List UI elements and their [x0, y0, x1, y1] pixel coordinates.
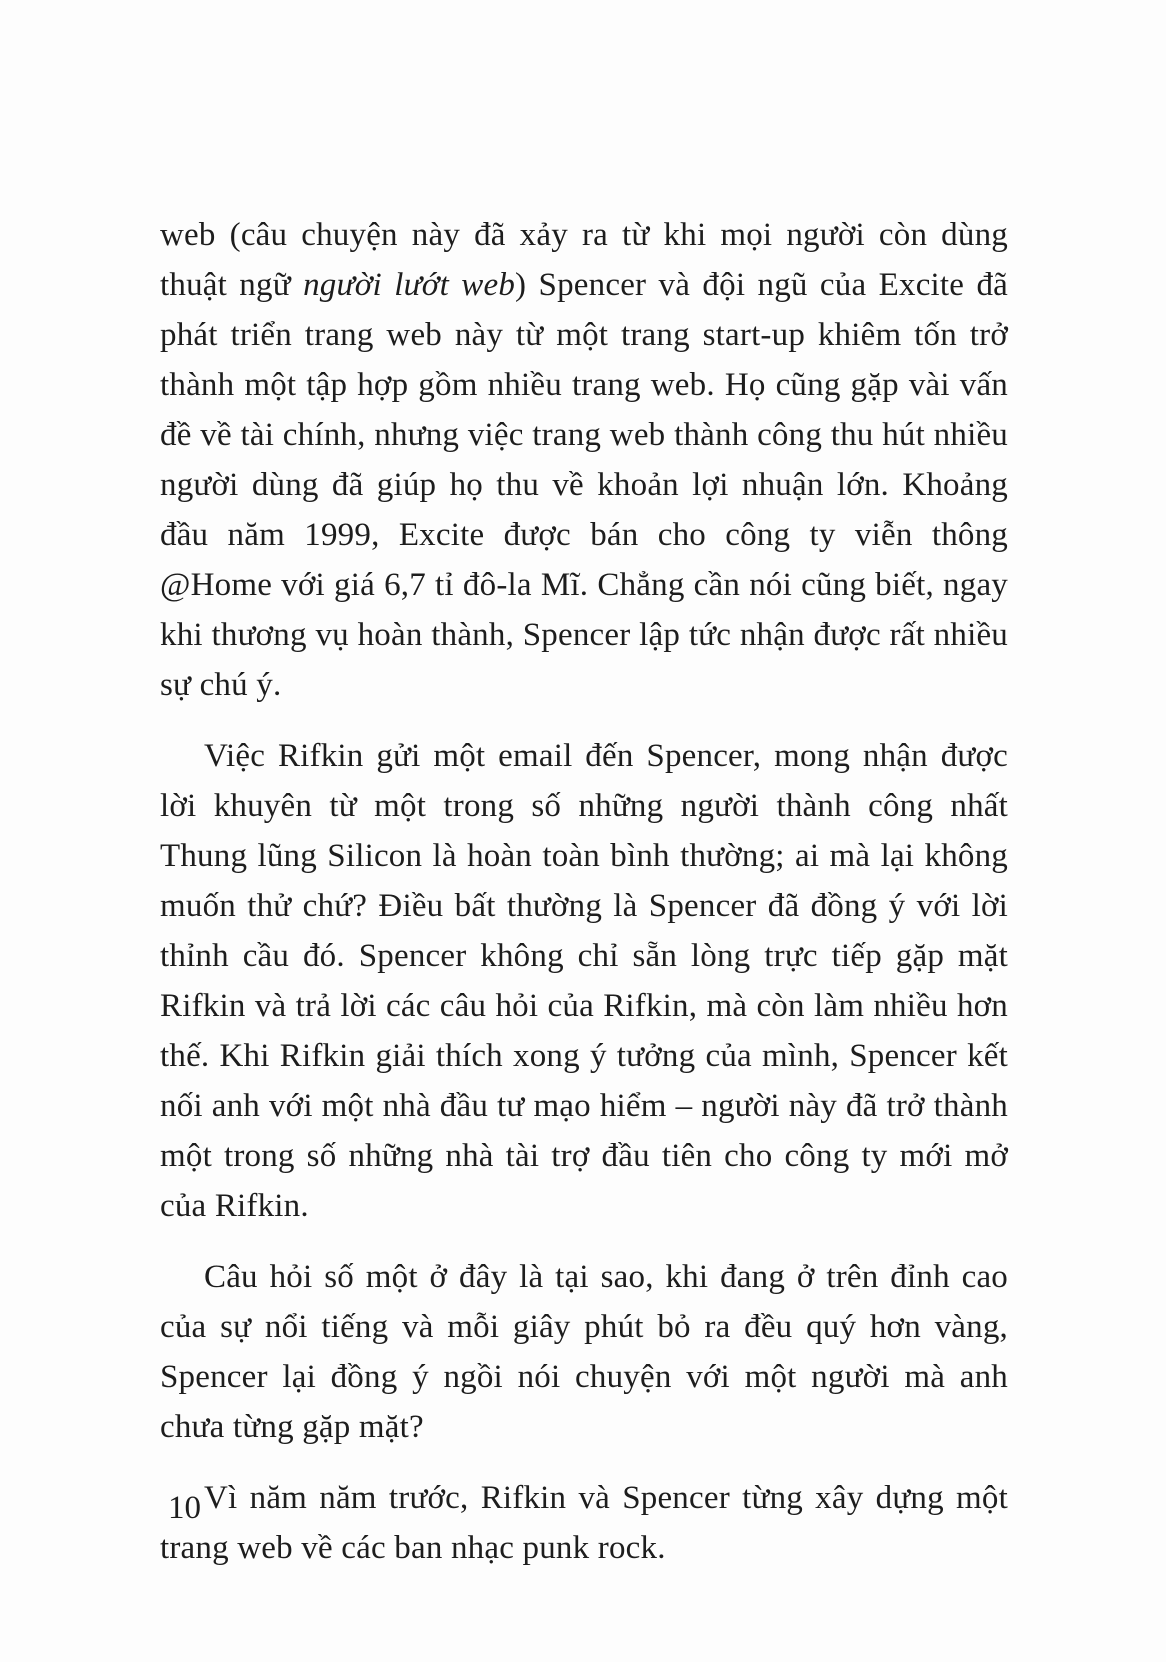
paragraph-1-italic-phrase: người lướt web: [303, 267, 516, 303]
paragraph-1-text-continued: ) Spencer và đội ngũ của Excite đã phát triển trang web này từ một trang start-up khiêm tốn trở thành một tập hợp gồm nhiều trang web. Họ cũng gặp vài vấn đề về tài chính, nhưng việc trang web thành công thu hút nhiều người dùng đã giúp họ thu về khoản lợi nhuận lớn. Khoảng đầu năm 1999, Excite được bán cho công ty viễn thông @Home với giá 6,7 tỉ đô-la Mĩ. Chẳng cần nói cũng biết, ngay khi thương vụ hoàn thành, Spencer lập tức nhận được rất nhiều sự chú ý.: [160, 267, 1008, 703]
text-block: [160, 210, 1008, 1594]
paragraph-2: Việc Rifkin gửi một email đến Spencer, mong nhận được lời khuyên từ một trong số những người thành công nhất Thung lũng Silicon là hoàn toàn bình thường; ai mà lại không muốn thử chứ? Điều bất thường là Spencer đã đồng ý với lời thỉnh cầu đó. Spencer không chỉ sẵn lòng trực tiếp gặp mặt Rifkin và trả lời các câu hỏi của Rifkin, mà còn làm nhiều hơn thế. Khi Rifkin giải thích xong ý tưởng của mình, Spencer kết nối anh với một nhà đầu tư mạo hiểm – người này đã trở thành một trong số những nhà tài trợ đầu tiên cho công ty mới mở của Rifkin.: [160, 738, 1008, 1224]
paragraph-4: Vì năm năm trước, Rifkin và Spencer từng xây dựng một trang web về các ban nhạc punk rock.: [160, 1480, 1008, 1566]
paragraph-1-text: web (câu chuyện này đã xảy ra từ khi mọi người còn dùng thuật ngữ: [160, 217, 1008, 303]
page-number: 10: [168, 1490, 201, 1526]
paragraph-3: Câu hỏi số một ở đây là tại sao, khi đang ở trên đỉnh cao của sự nổi tiếng và mỗi giây phút bỏ ra đều quý hơn vàng, Spencer lại đồng ý ngồi nói chuyện với một người mà anh chưa từng gặp mặt?: [160, 1259, 1008, 1445]
paragraph-1: [160, 210, 1008, 710]
